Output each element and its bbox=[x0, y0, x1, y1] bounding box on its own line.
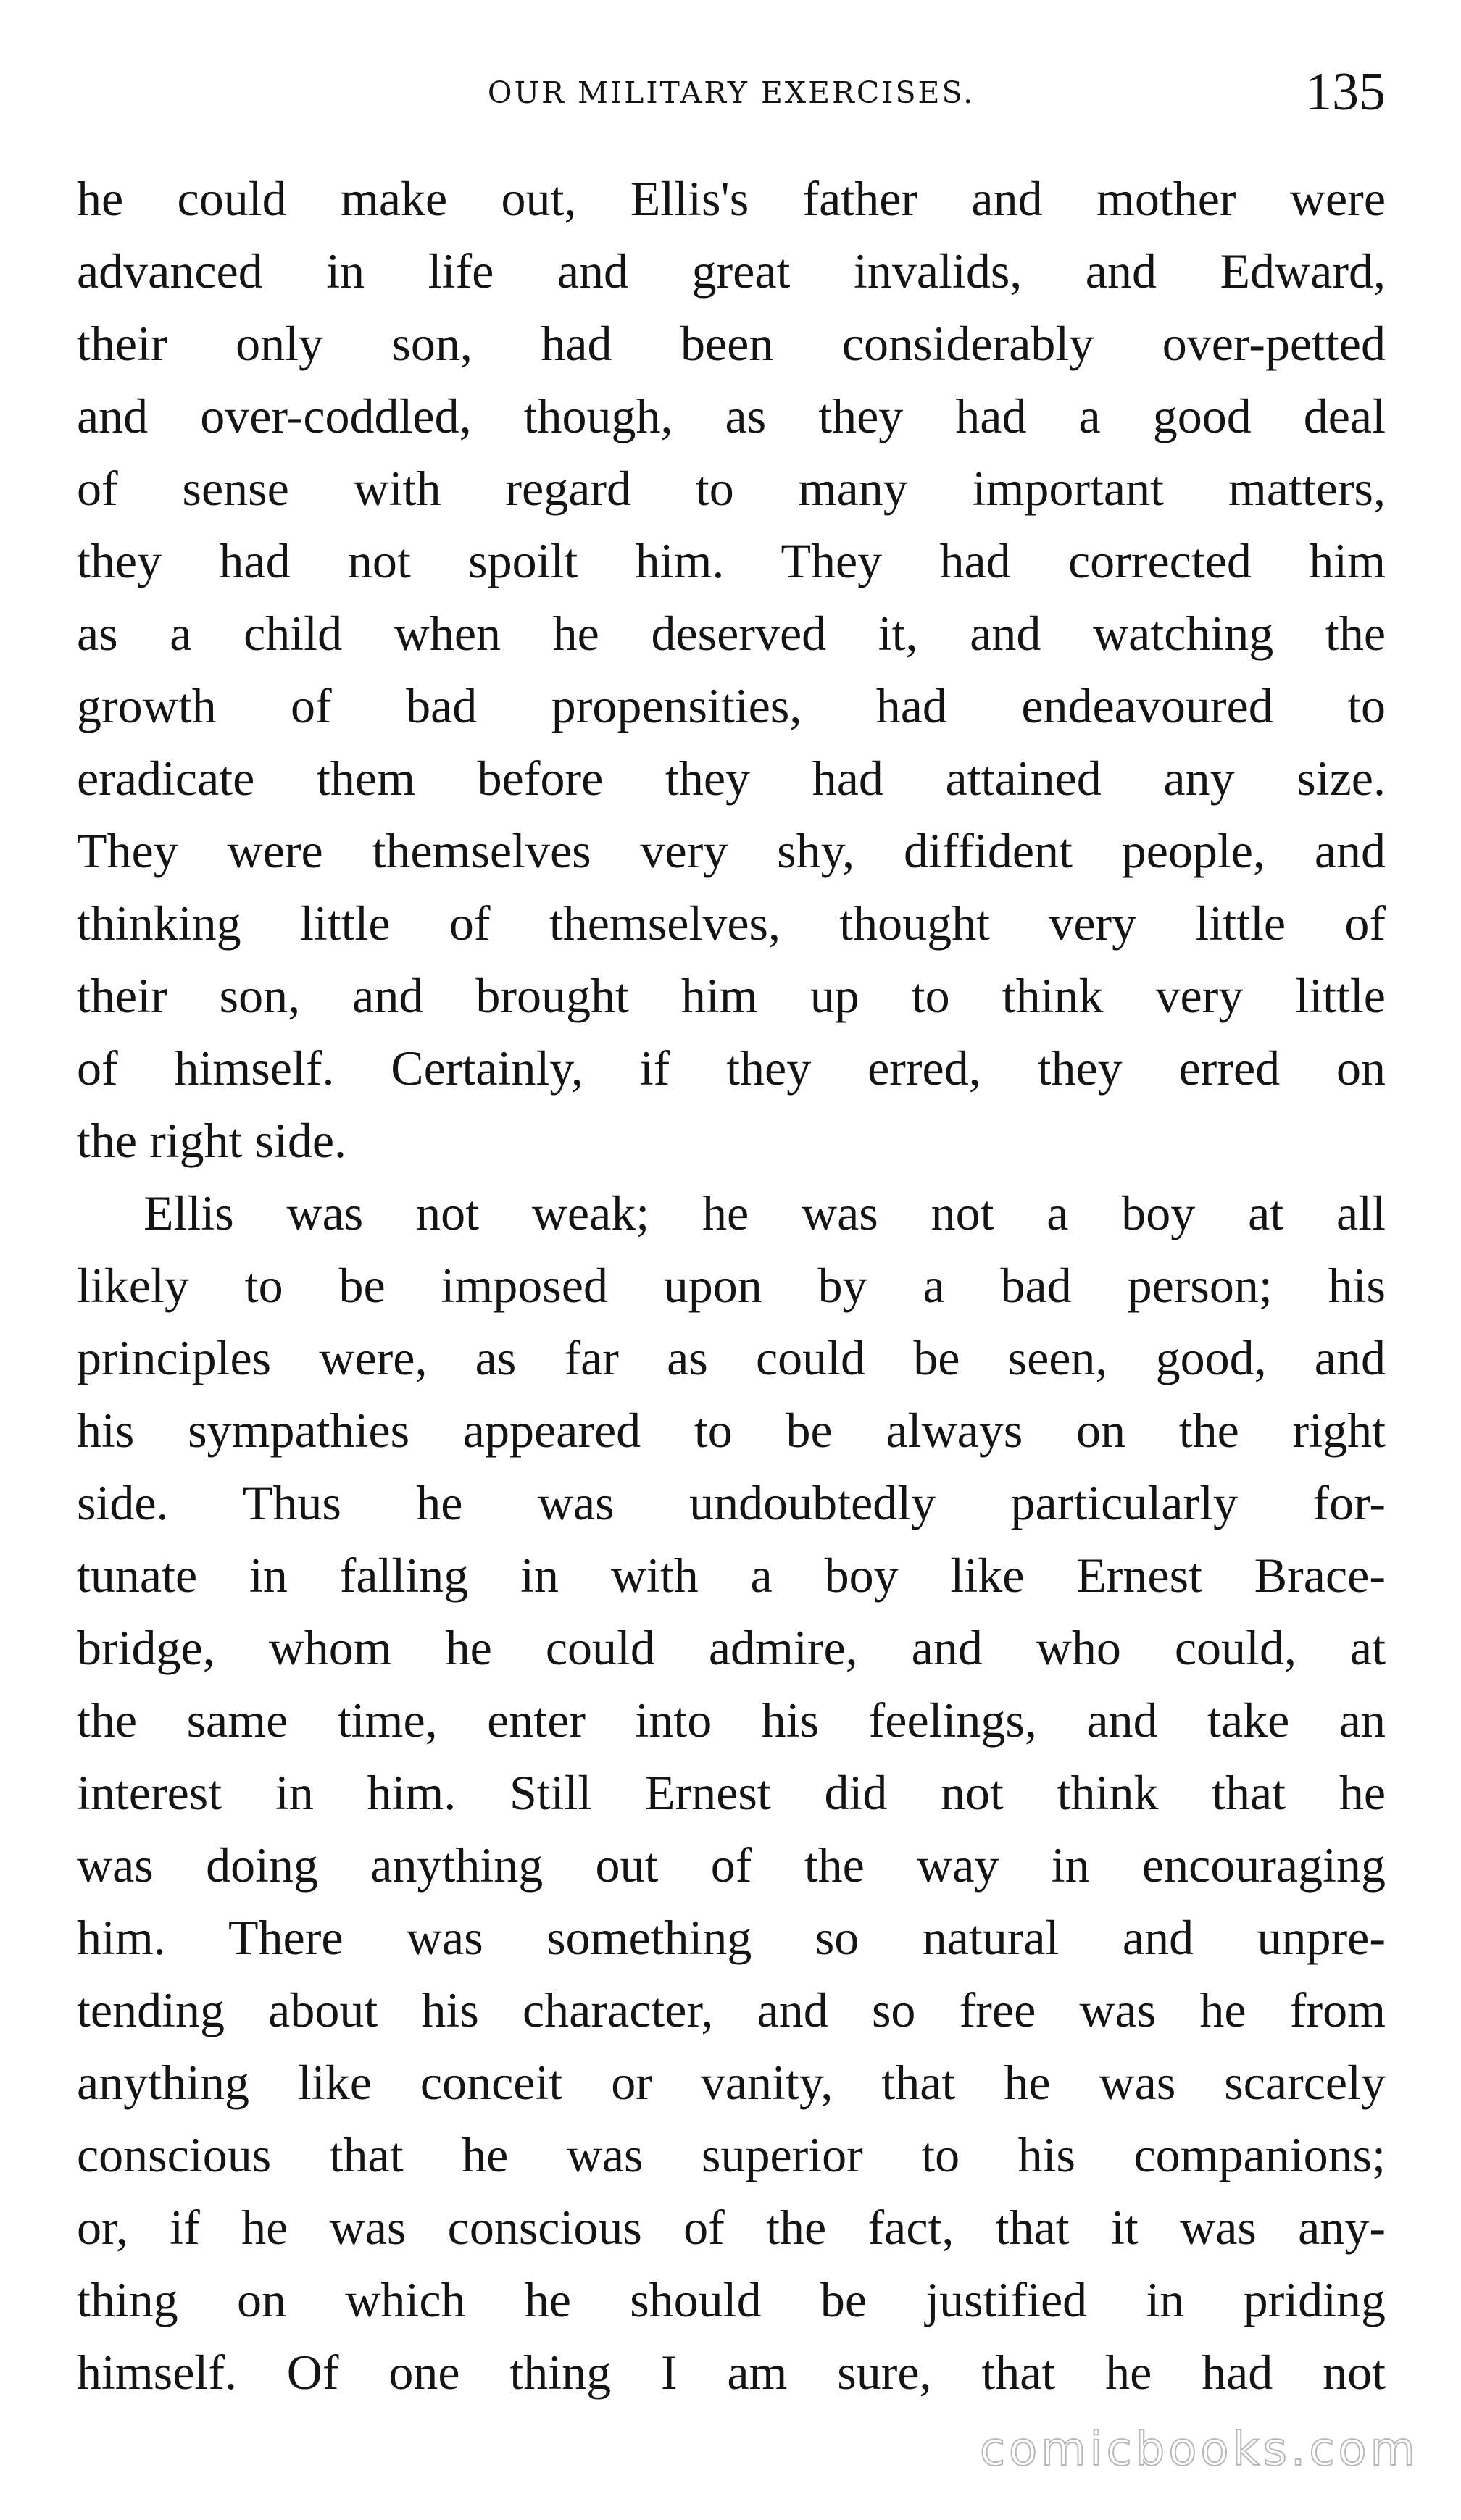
text-line: anything like conceit or vanity, that he was scarcely bbox=[77, 2055, 1386, 2110]
running-head bbox=[77, 59, 1386, 125]
text-line: conscious that he was superior to his companions; bbox=[77, 2127, 1386, 2182]
text-line: growth of bad propensities, had endeavoured to bbox=[77, 678, 1386, 733]
page-number: 135 bbox=[1305, 62, 1386, 122]
text-line: advanced in life and great invalids, and Edward, bbox=[77, 243, 1386, 299]
text-line: or, if he was conscious of the fact, that it was any- bbox=[77, 2200, 1386, 2255]
text-line: his sympathies appeared to be always on the right bbox=[77, 1403, 1386, 1458]
text-line: interest in him. Still Ernest did not think that he bbox=[77, 1765, 1386, 1820]
text-line: they had not spoilt him. They had corrected him bbox=[77, 533, 1386, 588]
text-line: bridge, whom he could admire, and who could, at bbox=[77, 1620, 1386, 1675]
running-title: OUR MILITARY EXERCISES. bbox=[487, 75, 975, 110]
text-line: thing on which he should be justified in priding bbox=[77, 2272, 1386, 2327]
text-line: him. There was something so natural and unpre- bbox=[77, 1910, 1386, 1965]
text-line: himself. Of one thing I am sure, that he had not bbox=[77, 2345, 1386, 2400]
watermark: comicbooks.com bbox=[979, 2423, 1419, 2477]
text-line: the same time, enter into his feelings, and take an bbox=[77, 1693, 1386, 1748]
text-line: and over-coddled, though, as they had a good deal bbox=[77, 388, 1386, 443]
text-line: of himself. Certainly, if they erred, they erred on bbox=[77, 1040, 1386, 1096]
text-line: Ellis was not weak; he was not a boy at all bbox=[143, 1185, 1386, 1240]
text-line: eradicate them before they had attained any size. bbox=[77, 751, 1386, 806]
text-line: as a child when he deserved it, and watching the bbox=[77, 606, 1386, 661]
text-line: their son, and brought him up to think very little bbox=[77, 968, 1386, 1023]
body-text bbox=[77, 162, 1386, 2408]
text-line: their only son, had been considerably over-petted bbox=[77, 316, 1386, 371]
text-line: the right side. bbox=[77, 1113, 347, 1168]
text-line: They were themselves very shy, diffident people, and bbox=[77, 823, 1386, 878]
text-line: tunate in falling in with a boy like Ernest Brace- bbox=[77, 1548, 1386, 1603]
text-line: likely to be imposed upon by a bad person; his bbox=[77, 1258, 1386, 1313]
text-line: thinking little of themselves, thought very little of bbox=[77, 896, 1386, 951]
text-line: was doing anything out of the way in encouraging bbox=[77, 1837, 1386, 1893]
text-line: of sense with regard to many important matters, bbox=[77, 461, 1386, 516]
text-line: side. Thus he was undoubtedly particularly for- bbox=[77, 1475, 1386, 1530]
text-line: principles were, as far as could be seen, good, and bbox=[77, 1330, 1386, 1385]
text-line: tending about his character, and so free was he from bbox=[77, 1982, 1386, 2037]
text-line: he could make out, Ellis's father and mother were bbox=[77, 171, 1386, 226]
